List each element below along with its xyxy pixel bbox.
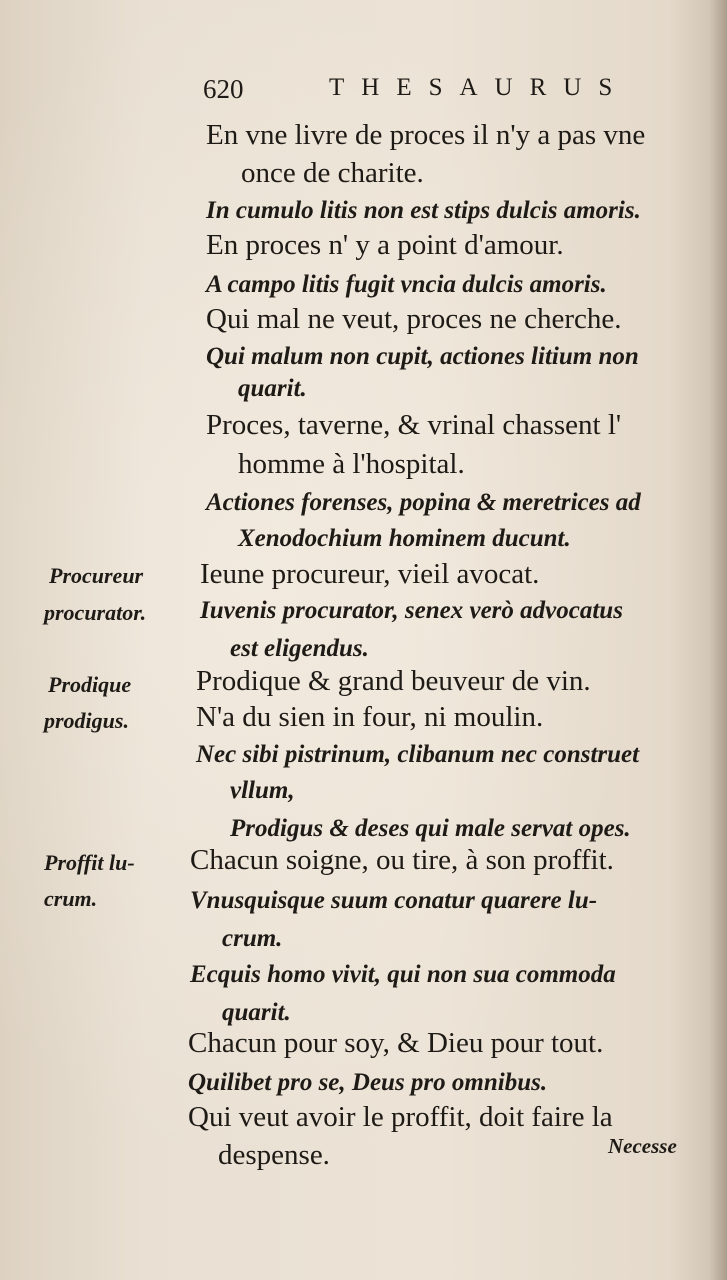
latin-line: Iuvenis procurator, senex verò advocatus xyxy=(200,597,623,624)
latin-line: Quilibet pro se, Deus pro omnibus. xyxy=(188,1069,548,1096)
text-line: once de charite. xyxy=(241,157,424,189)
latin-line: Nec sibi pistrinum, clibanum nec construet xyxy=(196,741,640,768)
text-line: Proces, taverne, & vrinal chassent l' xyxy=(206,409,622,441)
text-line: N'a du sien in four, ni moulin. xyxy=(196,701,544,733)
latin-line: est eligendus. xyxy=(230,635,369,662)
latin-line: Qui malum non cupit, actiones litium non xyxy=(206,343,639,370)
text-line: despense. xyxy=(218,1139,330,1171)
latin-line: Vnusquisque suum conatur quarere lu- xyxy=(190,887,598,914)
latin-line: A campo litis fugit vncia dulcis amoris. xyxy=(206,271,607,298)
margin-note-crum: crum. xyxy=(44,886,98,911)
margin-note-procureur: Procureur xyxy=(49,563,144,588)
latin-line: Ecquis homo vivit, qui non sua commoda xyxy=(190,961,616,988)
page-gutter-shadow xyxy=(709,0,727,1280)
latin-line: quarit. xyxy=(222,999,291,1026)
margin-note-prodique: Prodique xyxy=(48,672,132,697)
catchword: Necesse xyxy=(608,1134,677,1158)
margin-note-proffit: Proffit lu- xyxy=(44,850,135,875)
page-number: 620 xyxy=(203,74,244,104)
text-line: Qui mal ne veut, proces ne cherche. xyxy=(206,303,622,335)
text-line: homme à l'hospital. xyxy=(238,448,465,480)
latin-line: In cumulo litis non est stips dulcis amoris. xyxy=(206,197,641,224)
latin-line: Actiones forenses, popina & meretrices ad xyxy=(206,489,641,516)
text-line: Qui veut avoir le proffit, doit faire la xyxy=(188,1101,613,1133)
text-line: Ieune procureur, vieil avocat. xyxy=(200,558,540,590)
text-line: En proces n' y a point d'amour. xyxy=(206,229,564,261)
text-line: Chacun pour soy, & Dieu pour tout. xyxy=(188,1027,604,1059)
latin-line: crum. xyxy=(222,925,283,952)
text-line: Chacun soigne, ou tire, à son proffit. xyxy=(190,844,614,876)
latin-line: Prodigus & deses qui male servat opes. xyxy=(230,815,631,842)
margin-note-procurator: procurator. xyxy=(44,600,147,625)
running-title: THESAURUS xyxy=(329,74,630,101)
latin-line: quarit. xyxy=(238,375,307,402)
text-line: En vne livre de proces il n'y a pas vne xyxy=(206,119,646,151)
margin-note-prodigus: prodigus. xyxy=(44,708,129,733)
text-line: Prodique & grand beuveur de vin. xyxy=(196,665,591,697)
latin-line: vllum, xyxy=(230,777,295,804)
latin-line: Xenodochium hominem ducunt. xyxy=(238,525,571,552)
